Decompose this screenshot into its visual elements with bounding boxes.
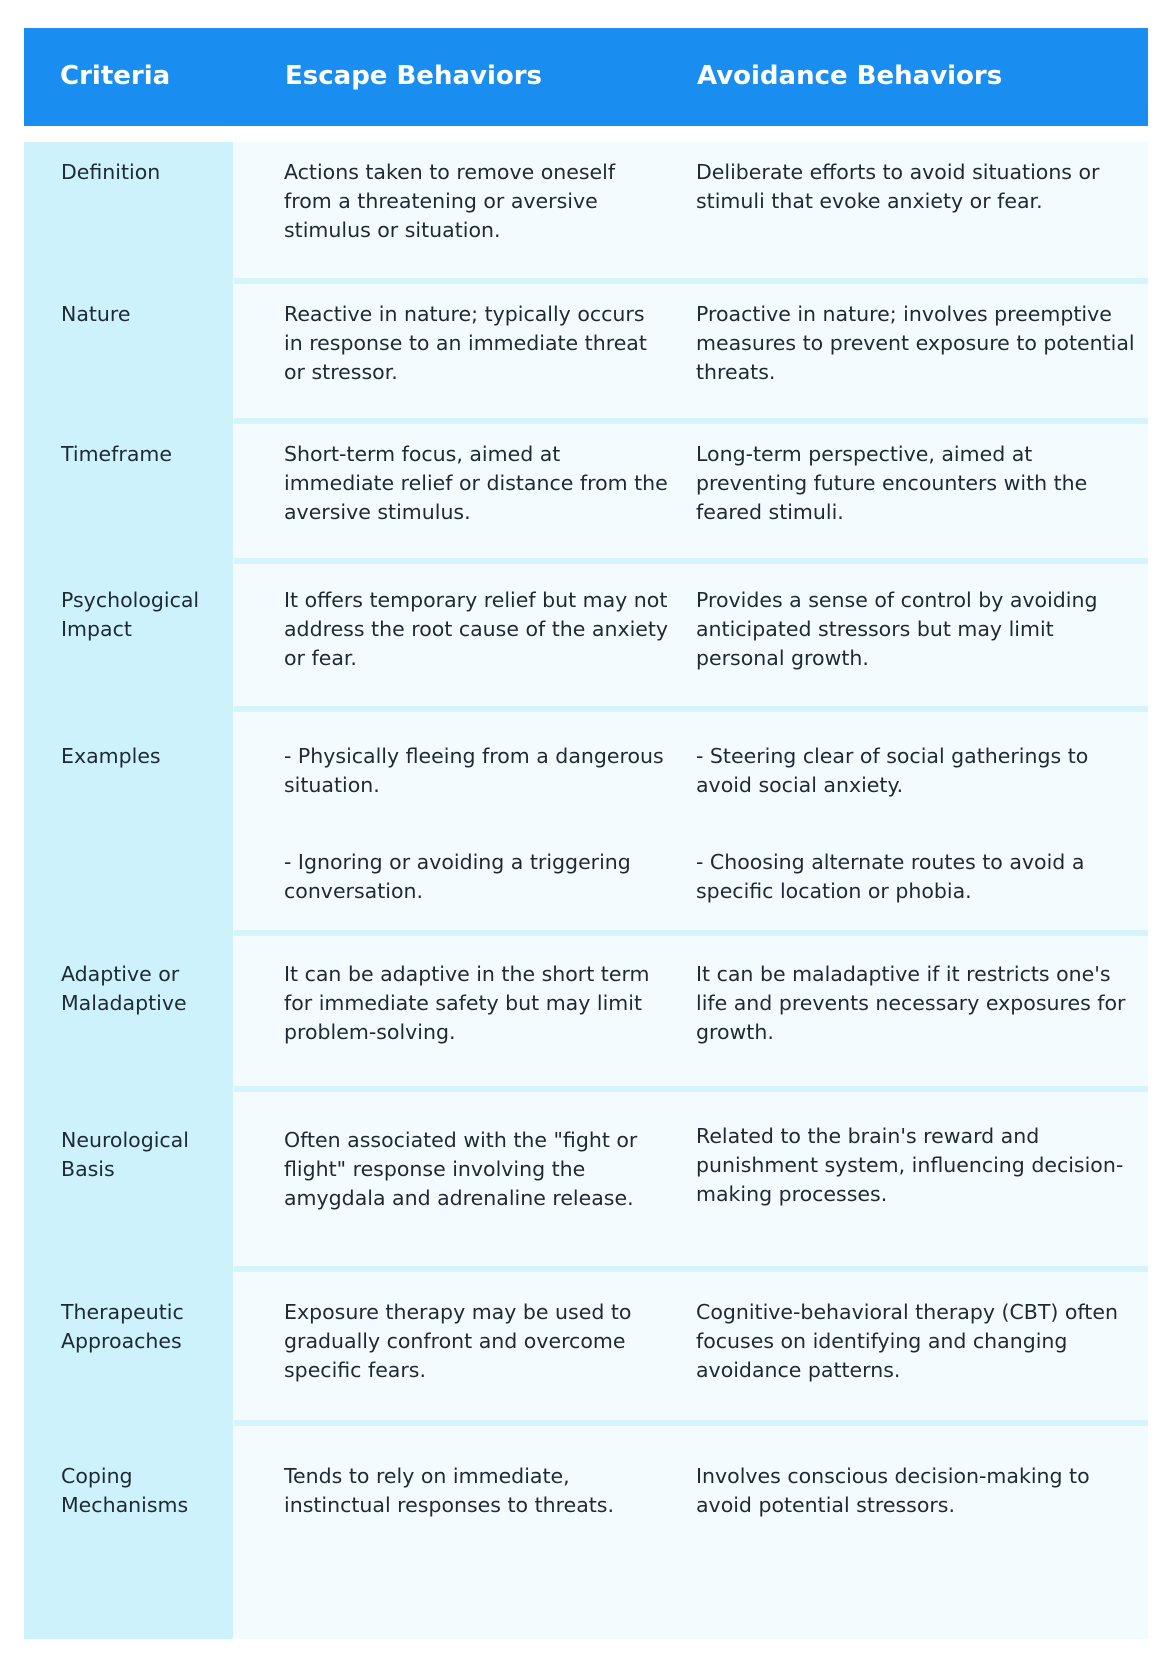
table-body [24,142,1148,1639]
table-row [24,142,1148,284]
table-header [24,28,1148,126]
header-escape-behaviors: Escape Behaviors [285,61,543,91]
table-row [24,1272,1148,1426]
table-row [24,564,1148,712]
avoidance-cell: Cognitive-behavioral therapy (CBT) often focuses on identifying and changing avoidance patterns. [696,1300,1118,1382]
table-row [24,1092,1148,1272]
avoidance-cell: Provides a sense of control by avoiding anticipated stressors but may limit personal growth. [696,588,1098,670]
criteria-cell: Timeframe [61,442,172,466]
escape-cell: Often associated with the "fight or flight" response involving the amygdala and adrenaline release. [284,1128,638,1210]
avoidance-cell [696,742,1141,906]
escape-cell: Reactive in nature; typically occurs in response to an immediate threat or stressor. [284,302,647,384]
table-row [24,424,1148,564]
avoidance-cell: Involves conscious decision-making to avoid potential stressors. [696,1464,1090,1517]
avoidance-cell: Long-term perspective, aimed at preventing future encounters with the feared stimuli. [696,442,1088,524]
criteria-cell: Examples [61,744,161,768]
header-criteria: Criteria [60,61,171,91]
table-row [24,1426,1148,1639]
comparison-table [24,28,1148,1639]
escape-cell: Tends to rely on immediate, instinctual responses to threats. [284,1464,614,1517]
list-item: - Physically fleeing from a dangerous situation. [284,744,664,797]
avoidance-cell: It can be maladaptive if it restricts one's life and prevents necessary exposures for growth. [696,962,1126,1044]
table-row [24,284,1148,424]
criteria-cell: Neurological Basis [61,1128,189,1181]
criteria-cell: Coping Mechanisms [61,1464,189,1517]
avoidance-cell: Proactive in nature; involves preemptive measures to prevent exposure to potential threats. [696,302,1135,384]
avoidance-cell: Deliberate efforts to avoid situations or stimuli that evoke anxiety or fear. [696,160,1100,213]
list-item: - Ignoring or avoiding a triggering conversation. [284,850,631,903]
escape-cell: Exposure therapy may be used to gradually confront and overcome specific fears. [284,1300,632,1382]
criteria-cell: Definition [61,160,161,184]
escape-cell: Short-term focus, aimed at immediate relief or distance from the aversive stimulus. [284,442,668,524]
escape-cell: Actions taken to remove oneself from a threatening or aversive stimulus or situation. [284,160,616,242]
escape-cell: It offers temporary relief but may not address the root cause of the anxiety or fear. [284,588,669,670]
criteria-cell: Nature [61,302,131,326]
list-item: - Steering clear of social gatherings to avoid social anxiety. [696,744,1089,797]
criteria-cell: Therapeutic Approaches [61,1300,184,1353]
table-row [24,712,1148,936]
table-row [24,936,1148,1092]
criteria-cell: Psychological Impact [61,588,200,641]
header-avoidance-behaviors: Avoidance Behaviors [697,61,1003,91]
list-item: - Choosing alternate routes to avoid a specific location or phobia. [696,850,1085,903]
criteria-cell: Adaptive or Maladaptive [61,962,187,1015]
avoidance-cell: Related to the brain's reward and punishment system, influencing decision-making processes. [696,1124,1124,1206]
escape-cell: It can be adaptive in the short term for immediate safety but may limit problem-solving. [284,962,650,1044]
escape-cell [284,742,669,906]
